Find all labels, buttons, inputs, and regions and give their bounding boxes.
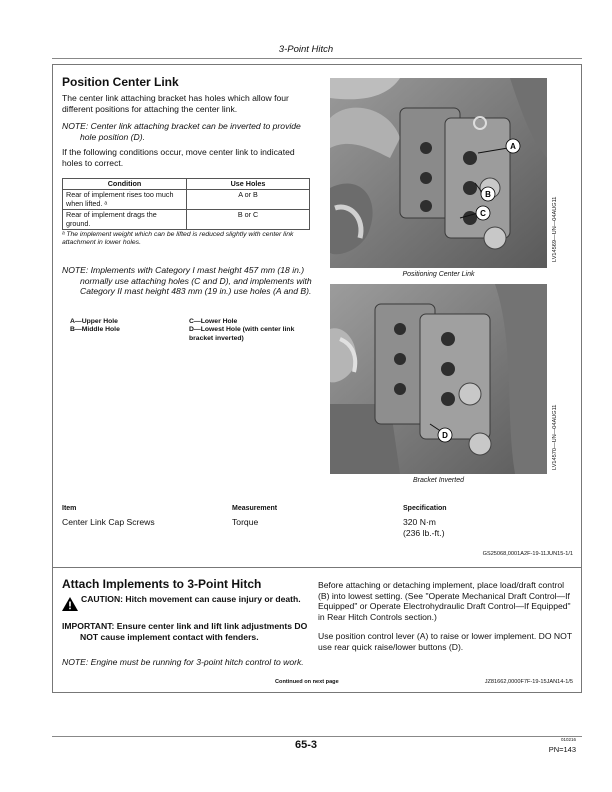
spec-header-specification: Specification xyxy=(403,505,447,512)
legend-item: B—Middle Hole xyxy=(70,326,120,334)
pn-number: PN=143 xyxy=(548,745,576,754)
photo1-figure-code: LV14569—UN—04AUG11 xyxy=(552,196,558,262)
position-control-paragraph: Use position control lever (A) to raise or lower implement. DO NOT use rear quick raise/lower buttons (D). xyxy=(318,631,572,652)
header-rule xyxy=(52,58,582,59)
section-position-center-link xyxy=(52,64,582,568)
warning-triangle-icon xyxy=(62,597,78,611)
photo2-figure-code: LV14570—UN—04AUG11 xyxy=(552,404,558,470)
table-header-use-holes: Use Holes xyxy=(187,179,310,190)
conditions-table xyxy=(62,178,310,230)
callout-b-label: B xyxy=(485,190,491,199)
section2-reference-code: JZ81662,0000F7F-19-15JAN14-1/5 xyxy=(484,679,573,685)
legend-right xyxy=(189,318,314,343)
spec-item: Center Link Cap Screws xyxy=(62,517,155,527)
spec-measurement: Torque xyxy=(232,517,259,527)
legend-item: C—Lower Hole xyxy=(189,318,238,325)
table-cell: Rear of implement drags the ground. xyxy=(63,210,187,230)
photo-bracket-inverted xyxy=(330,284,547,474)
section-title: Attach Implements to 3-Point Hitch xyxy=(62,577,262,591)
legend-item: D—Lowest Hole (with center link bracket inverted) xyxy=(189,326,295,342)
table-row xyxy=(63,190,310,210)
important-text: IMPORTANT: Ensure center link and lift link adjustments DO NOT cause implement contact with fenders. xyxy=(62,621,308,642)
page-number: 65-3 xyxy=(294,739,318,751)
table-row xyxy=(63,210,310,230)
section-attach-implements xyxy=(52,567,582,693)
photo1-caption: Positioning Center Link xyxy=(402,271,475,278)
legend-item: A—Upper Hole xyxy=(70,318,118,325)
photo-positioning-center-link xyxy=(330,78,547,268)
section1-reference-code: GS25068,0001A2F-19-11JUN15-1/1 xyxy=(482,551,573,557)
bracket-photo-illustration xyxy=(330,78,547,268)
caution-block xyxy=(62,594,312,605)
note-inverted-bracket: NOTE: Center link attaching bracket can be inverted to provide hole position (D). xyxy=(62,121,301,142)
continued-notice: Continued on next page xyxy=(275,679,339,685)
spec-header-measurement: Measurement xyxy=(232,505,278,512)
callout-c-label: C xyxy=(480,209,486,218)
spec-value-imperial: (236 lb.-ft.) xyxy=(403,528,445,538)
conditions-paragraph: If the following conditions occur, move center link to indicated holes to correct. xyxy=(62,147,295,168)
note-engine-running: NOTE: Engine must be running for 3-point hitch control to work. xyxy=(62,657,304,667)
table-cell: B or C xyxy=(187,210,310,230)
bracket-inverted-illustration xyxy=(330,284,547,474)
caution-text: CAUTION: Hitch movement can cause injury or death. xyxy=(81,594,301,604)
callout-d-label: D xyxy=(442,431,448,440)
legend-left xyxy=(70,318,185,335)
table-cell: Rear of implement rises too much when lifted. ᵃ xyxy=(63,190,187,210)
footer-rule xyxy=(52,736,582,737)
table-cell: A or B xyxy=(187,190,310,210)
callout-a-label: A xyxy=(510,142,516,151)
table-header-condition: Condition xyxy=(63,179,187,190)
running-header: 3-Point Hitch xyxy=(278,44,334,55)
intro-paragraph: The center link attaching bracket has holes which allow four different positions for attaching the center link. xyxy=(62,93,289,114)
photo2-caption: Bracket Inverted xyxy=(413,477,464,484)
table-footnote: ᵃ The implement weight which can be lifted is reduced slightly with center link attachment in lower holes. xyxy=(62,231,294,246)
section-title: Position Center Link xyxy=(62,75,179,89)
spec-header-item: Item xyxy=(62,505,77,512)
footer-small-code: 010216 xyxy=(560,737,576,742)
note-mast-height: NOTE: Implements with Category I mast height 457 mm (18 in.) normally use attaching holes (C and D), and implements with Category II mast height 483 mm (19 in.) use holes (A and B). xyxy=(62,265,312,297)
draft-control-paragraph: Before attaching or detaching implement, place load/draft control (B) into lowest setting. (See "Operate Mechanical Draft Control—If Equipped" or Operate Electrohydraulic Draft Control—If Equipped" in Rear Hitch Controls section.) xyxy=(318,580,571,622)
spec-value-metric: 320 N·m xyxy=(403,517,436,527)
